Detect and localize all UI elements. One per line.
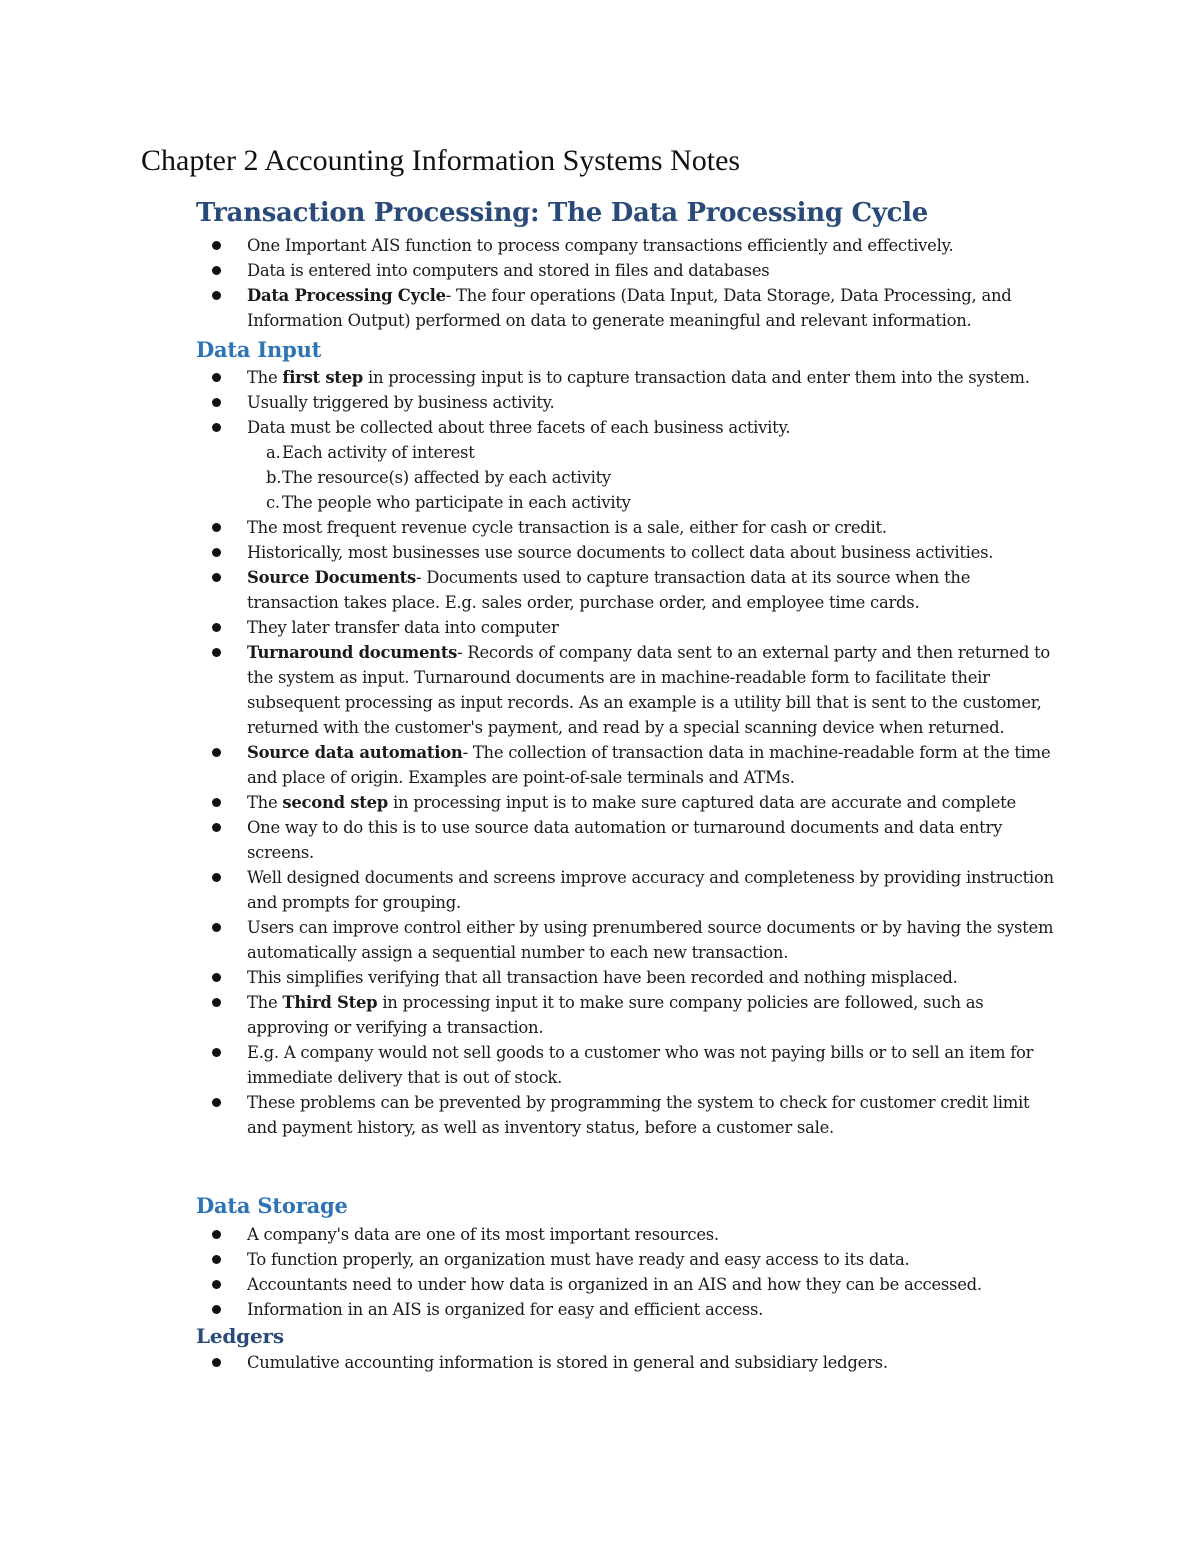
bullet-icon bbox=[212, 623, 221, 632]
list-marker: a. bbox=[266, 443, 281, 462]
bullet-icon bbox=[212, 266, 221, 275]
bullet-icon bbox=[212, 291, 221, 300]
list-item: Cumulative accounting information is stored in general and subsidiary ledgers. bbox=[0, 1350, 1057, 1375]
bullet-icon bbox=[212, 548, 221, 557]
list-marker: b. bbox=[266, 468, 282, 487]
bullet-icon bbox=[212, 423, 221, 432]
list-item: Accountants need to under how data is organized in an AIS and how they can be accessed. bbox=[0, 1272, 1057, 1297]
bullet-icon bbox=[212, 523, 221, 532]
list-item: Users can improve control either by using prenumbered source documents or by having the system automatically assign a sequential number to each new transaction. bbox=[0, 915, 1057, 965]
bullet-icon bbox=[212, 923, 221, 932]
list-transaction-processing bbox=[0, 233, 1057, 333]
bullet-icon bbox=[212, 1305, 221, 1314]
list-item: Historically, most businesses use source documents to collect data about business activities. bbox=[0, 540, 1057, 565]
heading-data-input: Data Input bbox=[196, 337, 322, 362]
bullet-icon bbox=[212, 823, 221, 832]
term: first step bbox=[282, 368, 364, 387]
list-item: The second step in processing input is to make sure captured data are accurate and complete bbox=[0, 790, 1057, 815]
heading-ledgers: Ledgers bbox=[196, 1324, 284, 1348]
term: second step bbox=[282, 793, 388, 812]
sub-list-item: b. The resource(s) affected by each activity bbox=[0, 465, 1057, 490]
list-item: This simplifies verifying that all transaction have been recorded and nothing misplaced. bbox=[0, 965, 1057, 990]
sub-list-item: a. Each activity of interest bbox=[0, 440, 1057, 465]
bullet-icon bbox=[212, 241, 221, 250]
list-item: The most frequent revenue cycle transaction is a sale, either for cash or credit. bbox=[0, 515, 1057, 540]
list-item: Information in an AIS is organized for easy and efficient access. bbox=[0, 1297, 1057, 1322]
bullet-icon bbox=[212, 398, 221, 407]
bullet-icon bbox=[212, 798, 221, 807]
heading-transaction-processing: Transaction Processing: The Data Processing Cycle bbox=[196, 198, 929, 228]
bullet-icon bbox=[212, 1230, 221, 1239]
heading-data-storage: Data Storage bbox=[196, 1193, 348, 1218]
bullet-icon bbox=[212, 998, 221, 1007]
list-item: Source Documents- Documents used to capture transaction data at its source when the transaction takes place. E.g. sales order, purchase order, and employee time cards. bbox=[0, 565, 1057, 615]
list-item: The Third Step in processing input it to make sure company policies are followed, such as approving or verifying a transaction. bbox=[0, 990, 1057, 1040]
list-data-storage bbox=[0, 1222, 1057, 1322]
list-item: Source data automation- The collection of transaction data in machine-readable form at the time and place of origin. Examples are point-of-sale terminals and ATMs. bbox=[0, 740, 1057, 790]
bullet-icon bbox=[212, 648, 221, 657]
bullet-icon bbox=[212, 1280, 221, 1289]
term: Turnaround documents bbox=[247, 643, 458, 662]
list-ledgers bbox=[0, 1350, 1057, 1375]
bullet-icon bbox=[212, 1048, 221, 1057]
bullet-icon bbox=[212, 573, 221, 582]
bullet-icon bbox=[212, 1358, 221, 1367]
bullet-icon bbox=[212, 873, 221, 882]
bullet-icon bbox=[212, 748, 221, 757]
term: Source data automation bbox=[247, 743, 463, 762]
term: Source Documents bbox=[247, 568, 416, 587]
list-item: To function properly, an organization must have ready and easy access to its data. bbox=[0, 1247, 1057, 1272]
list-item: Data is entered into computers and stored in files and databases bbox=[0, 258, 1057, 283]
term: Third Step bbox=[282, 993, 378, 1012]
bullet-icon bbox=[212, 373, 221, 382]
list-item: Data must be collected about three facets of each business activity. bbox=[0, 415, 1057, 440]
list-item: One Important AIS function to process company transactions efficiently and effectively. bbox=[0, 233, 1057, 258]
list-item: E.g. A company would not sell goods to a customer who was not paying bills or to sell an item for immediate delivery that is out of stock. bbox=[0, 1040, 1057, 1090]
page-title: Chapter 2 Accounting Information Systems Notes bbox=[141, 144, 741, 177]
sub-list-item: c. The people who participate in each activity bbox=[0, 490, 1057, 515]
list-item: The first step in processing input is to capture transaction data and enter them into the system. bbox=[0, 365, 1057, 390]
list-item: Turnaround documents- Records of company data sent to an external party and then returned to the system as input. Turnaround documents are in machine-readable form to facilitate their subsequent processing as input records. As an example is a utility bill that is sent to the customer, returned with the customer's payment, and read by a special scanning device when returned. bbox=[0, 640, 1057, 740]
list-item: Usually triggered by business activity. bbox=[0, 390, 1057, 415]
list-data-input bbox=[0, 365, 1057, 1140]
list-item: One way to do this is to use source data automation or turnaround documents and data entry screens. bbox=[0, 815, 1057, 865]
list-item: They later transfer data into computer bbox=[0, 615, 1057, 640]
list-item: These problems can be prevented by programming the system to check for customer credit limit and payment history, as well as inventory status, before a customer sale. bbox=[0, 1090, 1057, 1140]
term: Data Processing Cycle bbox=[247, 286, 446, 305]
bullet-icon bbox=[212, 973, 221, 982]
bullet-icon bbox=[212, 1098, 221, 1107]
list-item: Data Processing Cycle- The four operations (Data Input, Data Storage, Data Processing, and Information Output) performed on data to generate meaningful and relevant information. bbox=[0, 283, 1057, 333]
bullet-icon bbox=[212, 1255, 221, 1264]
list-item: Well designed documents and screens improve accuracy and completeness by providing instruction and prompts for grouping. bbox=[0, 865, 1057, 915]
list-item: A company's data are one of its most important resources. bbox=[0, 1222, 1057, 1247]
list-marker: c. bbox=[266, 493, 280, 512]
